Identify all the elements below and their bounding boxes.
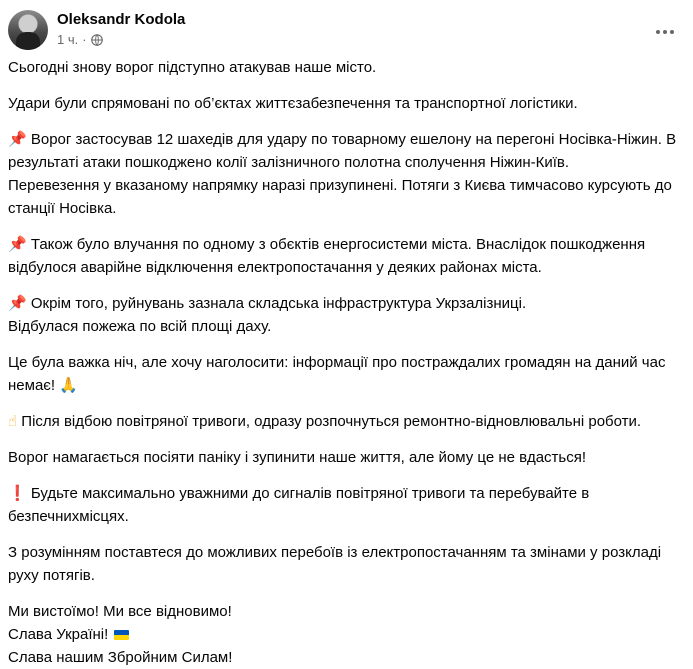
paragraph-8: Ворог намагається посіяти паніку і зупинити наше життя, але йому це не вдасться! (8, 449, 587, 466)
paragraph-11 (8, 600, 680, 669)
closing-line-1: Ми вистоїмо! Ми все відновимо! (8, 603, 232, 620)
paragraph-3 (8, 128, 680, 220)
paragraph-6 (8, 351, 680, 397)
post-meta (57, 32, 103, 47)
pushpin-icon: 📌 (8, 235, 27, 253)
folded-hands-icon: 🙏 (59, 376, 78, 394)
paragraph-6-text: Це була важка ніч, але хочу наголосити: інформації про постраждалих громадян на даний час немає! (8, 354, 666, 394)
closing-line-2: Слава Україні! (8, 626, 113, 643)
closing-line-3: Слава нашим Збройним Силам! (8, 649, 233, 666)
avatar[interactable] (8, 10, 48, 50)
pushpin-icon: 📌 (8, 294, 27, 312)
paragraph-1: Сьогодні знову ворог підступно атакував наше місто. (8, 59, 377, 76)
paragraph-2: Удари були спрямовані по об’єктах життєзабезпечення та транспортної логістики. (8, 95, 578, 112)
paragraph-7 (8, 410, 680, 433)
post-time[interactable]: 1 ч. (57, 32, 79, 47)
paragraph-4 (8, 233, 680, 279)
more-options-icon (656, 30, 674, 34)
paragraph-4-text: Також було влучання по одному з обєктів енергосистеми міста. Внаслідок пошкодження відбулося аварійне відключення електропостачання у деяких районах міста. (8, 236, 646, 276)
paragraph-7-text: Після відбою повітряної тривоги, одразу розпочнуться ремонтно-відновлювальні роботи. (17, 413, 642, 430)
pushpin-icon: 📌 (8, 130, 27, 148)
post-text (8, 56, 680, 669)
paragraph-5 (8, 292, 680, 338)
paragraph-9-text: Будьте максимально уважними до сигналів повітряної тривоги та перебувайте в безпечнихмісцях. (8, 485, 590, 525)
avatar-figure (16, 32, 40, 50)
paragraph-9 (8, 482, 680, 528)
index-pointing-up-icon: ☝ (8, 412, 18, 430)
author-name[interactable]: Oleksandr Kodola (57, 11, 186, 28)
more-options-button[interactable] (647, 14, 683, 50)
exclamation-icon: ❗ (8, 484, 27, 502)
meta-separator: · (82, 32, 87, 47)
paragraph-3-text: Ворог застосував 12 шахедів для удару по товарному ешелону на перегоні Носівка-Ніжин. В результаті атаки пошкоджено колії залізничного полотна сполучення Ніжин-Київ. Перевезення у вказаному напрямку наразі призупинені. Потяги з Києва тимчасово курсують до станції Носівка. (8, 131, 677, 217)
globe-icon[interactable] (91, 34, 103, 46)
paragraph-10: З розумінням поставтеся до можливих перебоїв із електропостачанням та змінами у розкладі руху потягів. (8, 544, 662, 584)
paragraph-5-text: Окрім того, руйнувань зазнала складська інфраструктура Укрзалізниці. Відбулася пожежа по всій площі даху. (8, 295, 527, 335)
post-header (8, 8, 693, 52)
ukraine-flag-icon (114, 630, 129, 640)
